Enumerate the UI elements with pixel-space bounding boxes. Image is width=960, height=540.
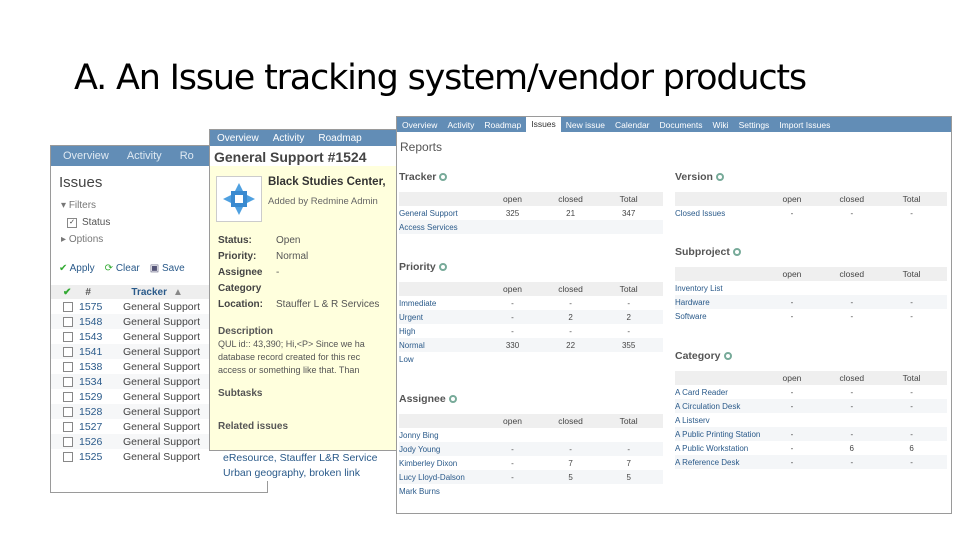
cell-closed: - (569, 326, 572, 336)
subtasks-label: Subtasks (218, 388, 263, 399)
table-row (399, 338, 663, 352)
table-header (675, 371, 947, 385)
check-all-icon[interactable]: ✔ (63, 286, 72, 298)
row-name-link[interactable]: A Card Reader (675, 387, 728, 397)
col-header: Total (619, 194, 638, 204)
row-checkbox[interactable] (63, 302, 73, 312)
category-table (675, 371, 947, 469)
issue-number-link[interactable]: 1526 (79, 435, 103, 448)
cell-total: - (910, 387, 913, 397)
row-name-link[interactable]: Jonny Bing (399, 430, 439, 440)
zoom-icon[interactable] (716, 173, 724, 181)
reports-nav-bar (397, 117, 951, 132)
issue-number-link[interactable]: 1538 (79, 360, 103, 373)
issue-tracker: General Support (123, 330, 201, 343)
nav-roadmap[interactable]: Roadmap (318, 132, 362, 144)
attribute-key: Priority: (218, 250, 257, 262)
subproject-report (675, 246, 947, 323)
related-issues-list (209, 451, 397, 481)
cell-closed: - (850, 457, 854, 467)
attribute-key: Category (218, 282, 262, 294)
row-name-link[interactable]: Kimberley Dixon (399, 458, 458, 468)
nav-overview[interactable]: Overview (217, 132, 259, 144)
row-name-link[interactable]: General Support (399, 208, 458, 218)
check-icon: ✔ (59, 263, 68, 274)
cell-closed: - (850, 401, 854, 411)
apply-label: Apply (69, 263, 95, 274)
col-num[interactable]: # (85, 286, 91, 298)
table-row (399, 428, 663, 442)
row-name-link[interactable]: High (399, 326, 416, 336)
issue-number-link[interactable]: 1548 (79, 315, 103, 328)
issue-header (216, 176, 396, 222)
row-checkbox[interactable] (63, 377, 73, 387)
subproject-table (675, 267, 947, 323)
table-header (399, 192, 663, 206)
clear-label: Clear (115, 263, 140, 274)
cell-open: - (511, 444, 514, 454)
row-checkbox[interactable] (63, 407, 73, 417)
row-name-link[interactable]: Lucy Lloyd-Dalson (399, 472, 465, 482)
issue-number-link[interactable]: 1541 (79, 345, 103, 358)
assignee-label[interactable] (399, 393, 663, 405)
zoom-icon[interactable] (733, 248, 741, 256)
nav-activity[interactable]: Activity (272, 132, 305, 144)
assignee-table (399, 414, 663, 498)
cell-open: - (790, 457, 794, 467)
row-name-link[interactable]: Low (399, 354, 414, 364)
col-header: closed (558, 284, 583, 294)
issue-tracker: General Support (123, 405, 201, 418)
row-name-link[interactable]: Inventory List (675, 283, 723, 293)
row-name-link[interactable]: Jody Young (399, 444, 441, 454)
description-label: Description (218, 326, 274, 337)
cell-open: - (790, 443, 794, 453)
attribute-value: Open (276, 234, 301, 246)
table-row (399, 352, 663, 366)
nav-tab[interactable]: Roadmap (484, 119, 522, 130)
cell-total: - (627, 298, 630, 308)
attribute-key: Status: (218, 234, 252, 246)
issue-heading: General Support #1524 (214, 149, 367, 165)
nav-overview[interactable]: Overview (63, 150, 109, 162)
cell-open: - (790, 297, 794, 307)
version-report (675, 171, 947, 220)
version-table (675, 192, 947, 220)
version-label-text: Version (675, 171, 713, 183)
cell-closed: - (850, 297, 854, 307)
table-row (399, 296, 663, 310)
col-header: Total (902, 194, 921, 204)
table-row (675, 309, 947, 323)
row-name-link[interactable]: Hardware (675, 297, 710, 307)
col-header: open (503, 194, 522, 204)
cell-open: - (790, 311, 794, 321)
gravatar-icon (221, 181, 257, 217)
table-row (675, 399, 947, 413)
cell-open: - (511, 472, 514, 482)
issue-number-link[interactable]: 1575 (79, 300, 103, 313)
table-header (675, 267, 947, 281)
table-row (399, 220, 663, 234)
cell-open: - (511, 312, 514, 322)
col-header: open (503, 284, 522, 294)
issue-author (268, 196, 386, 207)
cell-total: - (910, 311, 913, 321)
cell-total: - (910, 401, 913, 411)
assignee-label-text: Assignee (399, 393, 446, 405)
table-row (675, 281, 947, 295)
assignee-report (399, 393, 663, 498)
issue-number-link[interactable]: 1529 (79, 390, 103, 403)
table-row (675, 455, 947, 469)
row-checkbox[interactable] (63, 392, 73, 402)
cell-open[interactable]: 330 (505, 340, 520, 350)
cell-closed[interactable]: 2 (568, 312, 573, 322)
cell-open: - (511, 326, 514, 336)
issue-tracker: General Support (123, 420, 201, 433)
cell-closed[interactable]: 6 (849, 443, 854, 453)
table-row (675, 206, 947, 220)
nav-tab[interactable]: Overview (402, 119, 438, 130)
zoom-icon[interactable] (724, 352, 732, 360)
zoom-icon[interactable] (439, 263, 447, 271)
issues-heading: Issues (59, 174, 103, 191)
col-tracker[interactable]: Tracker (131, 286, 167, 298)
description-line: database record created for this rec (218, 352, 361, 362)
row-checkbox[interactable] (63, 332, 73, 342)
cell-closed: - (850, 208, 854, 218)
issue-number-link[interactable]: 1534 (79, 375, 103, 388)
attribute-row (218, 264, 396, 280)
col-header: Total (902, 373, 921, 383)
cell-closed: - (850, 387, 854, 397)
col-header: open (782, 373, 802, 383)
issue-detail-screenshot (209, 129, 397, 451)
cell-closed: - (569, 298, 572, 308)
table-row (399, 470, 663, 484)
nav-tab[interactable]: Documents (659, 119, 703, 130)
cell-total[interactable]: 6 (909, 443, 914, 453)
tracker-label[interactable] (399, 171, 663, 183)
tracker-report (399, 171, 663, 234)
row-checkbox[interactable] (63, 347, 73, 357)
nav-tab[interactable]: Issues (526, 117, 561, 132)
subproject-label-text: Subproject (675, 246, 730, 258)
description-line: access or something like that. Than (218, 365, 360, 375)
issue-number-link[interactable]: 1543 (79, 330, 103, 343)
cell-open: - (790, 208, 794, 218)
attribute-row (218, 280, 396, 296)
row-name-link[interactable]: Closed Issues (675, 208, 726, 218)
row-name-link[interactable]: Immediate (399, 298, 437, 308)
issue-tracker: General Support (123, 390, 201, 403)
sort-icon: ▲ (172, 286, 183, 298)
cell-total: - (910, 457, 913, 467)
issue-tracker: General Support (123, 450, 201, 463)
cell-total: - (910, 429, 913, 439)
issue-tracker: General Support (123, 375, 201, 388)
issue-subject: Black Studies Center, (268, 176, 386, 188)
description-line: QUL id:: 43,390; Hi,<P> Since we ha (218, 339, 365, 349)
row-name-link[interactable]: Mark Burns (399, 486, 440, 496)
added-by-text: Added by Redmine Admin (268, 196, 378, 207)
nav-roadmap[interactable]: Ro (179, 150, 194, 162)
issue-tracker: General Support (123, 345, 201, 358)
version-label[interactable] (675, 171, 947, 183)
issue-tracker: General Support (123, 300, 201, 313)
row-name-link[interactable]: Normal (399, 340, 425, 350)
attribute-row (218, 232, 396, 248)
filters-label: Filters (68, 200, 97, 211)
save-label: Save (161, 263, 185, 274)
cell-total[interactable]: 2 (626, 312, 631, 322)
cell-open: - (511, 458, 514, 468)
clear-button[interactable] (105, 263, 140, 274)
nav-tab[interactable]: Wiki (712, 119, 729, 130)
cell-open: - (790, 401, 794, 411)
issue-number-link[interactable]: 1525 (79, 450, 103, 463)
save-button[interactable] (150, 263, 185, 274)
row-name-link[interactable]: Access Services (399, 222, 458, 232)
cell-open: - (790, 387, 794, 397)
nav-tab[interactable]: Settings (738, 119, 770, 130)
status-checkbox[interactable]: ✓ (67, 218, 77, 228)
cell-closed: - (850, 429, 854, 439)
table-row (399, 484, 663, 498)
row-name-link[interactable]: A Public Workstation (675, 443, 749, 453)
row-checkbox[interactable] (63, 317, 73, 327)
chevron-down-icon: ▾ (61, 200, 69, 211)
related-issues-label: Related issues (218, 421, 289, 432)
related-issue-link[interactable]: Urban geography, broken link (223, 467, 360, 479)
table-row (399, 442, 663, 456)
issue-number-link[interactable]: 1527 (79, 420, 103, 433)
cell-total: - (627, 444, 630, 454)
cell-total[interactable]: 347 (621, 208, 636, 218)
table-row (675, 441, 947, 455)
row-name-link[interactable]: A Listserv (675, 415, 710, 425)
nav-tab[interactable]: Import Issues (779, 119, 831, 130)
zoom-icon[interactable] (439, 173, 447, 181)
cell-total[interactable]: 5 (626, 472, 631, 482)
cell-closed: - (850, 311, 854, 321)
attribute-value: - (276, 266, 280, 278)
category-label-text: Category (675, 350, 721, 362)
issue-nav-bar (210, 130, 396, 146)
issue-attributes (218, 232, 396, 312)
cell-closed[interactable]: 7 (568, 458, 573, 468)
cell-total[interactable]: 7 (626, 458, 631, 468)
nav-tab[interactable]: Activity (447, 119, 475, 130)
row-name-link[interactable]: Urgent (399, 312, 424, 322)
table-row (399, 324, 663, 338)
attribute-value: Normal (276, 250, 309, 262)
table-row (675, 427, 947, 441)
zoom-icon[interactable] (449, 395, 457, 403)
col-header: open (503, 416, 522, 426)
category-report (675, 350, 947, 469)
category-label[interactable] (675, 350, 947, 362)
attribute-row (218, 296, 396, 312)
reports-screenshot (396, 116, 952, 514)
table-row (399, 310, 663, 324)
attribute-value: Stauffer L & R Services (276, 298, 380, 310)
row-checkbox[interactable] (63, 452, 73, 462)
save-icon: ▣ (149, 263, 160, 274)
status-label: Status (82, 217, 111, 228)
cell-closed[interactable]: 22 (566, 340, 576, 350)
col-header: Total (902, 269, 921, 279)
table-row (675, 385, 947, 399)
nav-activity[interactable]: Activity (126, 150, 162, 162)
row-name-link[interactable]: A Circulation Desk (675, 401, 741, 411)
row-name-link[interactable]: Software (675, 311, 707, 321)
row-checkbox[interactable] (63, 437, 73, 447)
nav-tab[interactable]: Calendar (615, 119, 650, 130)
col-header: closed (839, 269, 865, 279)
row-name-link[interactable]: A Public Printing Station (675, 429, 761, 439)
issue-tracker: General Support (123, 360, 201, 373)
table-header (675, 192, 947, 206)
tracker-table (399, 192, 663, 234)
issue-number-link[interactable]: 1528 (79, 405, 103, 418)
apply-button[interactable] (59, 263, 95, 274)
cell-total[interactable]: 355 (621, 340, 636, 350)
cell-total: - (627, 326, 630, 336)
col-header: open (782, 194, 802, 204)
avatar (216, 176, 262, 222)
cell-open: - (511, 298, 514, 308)
related-issue-link[interactable]: eResource, Stauffer L&R Service (223, 452, 378, 464)
cell-total: - (910, 297, 913, 307)
issue-tracker: General Support (123, 435, 201, 448)
cell-open[interactable]: 325 (505, 208, 520, 218)
priority-report (399, 261, 663, 366)
options-label: Options (68, 234, 104, 245)
table-header (399, 414, 663, 428)
col-header: Total (619, 416, 638, 426)
table-row (399, 206, 663, 220)
chevron-right-icon: ▸ (61, 234, 69, 245)
priority-table (399, 282, 663, 366)
cell-closed[interactable]: 5 (568, 472, 573, 482)
col-header: closed (558, 194, 583, 204)
attribute-key: Location: (218, 298, 263, 310)
row-name-link[interactable]: A Reference Desk (675, 457, 740, 467)
subproject-label[interactable] (675, 246, 947, 258)
table-row (675, 413, 947, 427)
nav-tab[interactable]: New issue (565, 119, 606, 130)
table-row (675, 295, 947, 309)
col-header: closed (839, 373, 865, 383)
priority-label[interactable] (399, 261, 663, 273)
col-header: closed (839, 194, 865, 204)
table-header (399, 282, 663, 296)
cell-open: - (790, 429, 794, 439)
cell-closed[interactable]: 21 (566, 208, 576, 218)
attribute-row (218, 248, 396, 264)
col-header: closed (558, 416, 583, 426)
description-text (210, 339, 396, 376)
reload-icon: ⟳ (104, 263, 114, 274)
row-checkbox[interactable] (63, 422, 73, 432)
priority-label-text: Priority (399, 261, 436, 273)
row-checkbox[interactable] (63, 362, 73, 372)
cell-closed: - (569, 444, 572, 454)
issue-tracker: General Support (123, 315, 201, 328)
reports-title: Reports (400, 140, 443, 154)
slide-title: A. An Issue tracking system/vendor products (74, 58, 806, 98)
attribute-key: Assignee (218, 266, 263, 278)
cell-total: - (910, 208, 913, 218)
table-row (399, 456, 663, 470)
col-header: Total (619, 284, 638, 294)
tracker-label-text: Tracker (399, 171, 437, 183)
col-header: open (782, 269, 802, 279)
